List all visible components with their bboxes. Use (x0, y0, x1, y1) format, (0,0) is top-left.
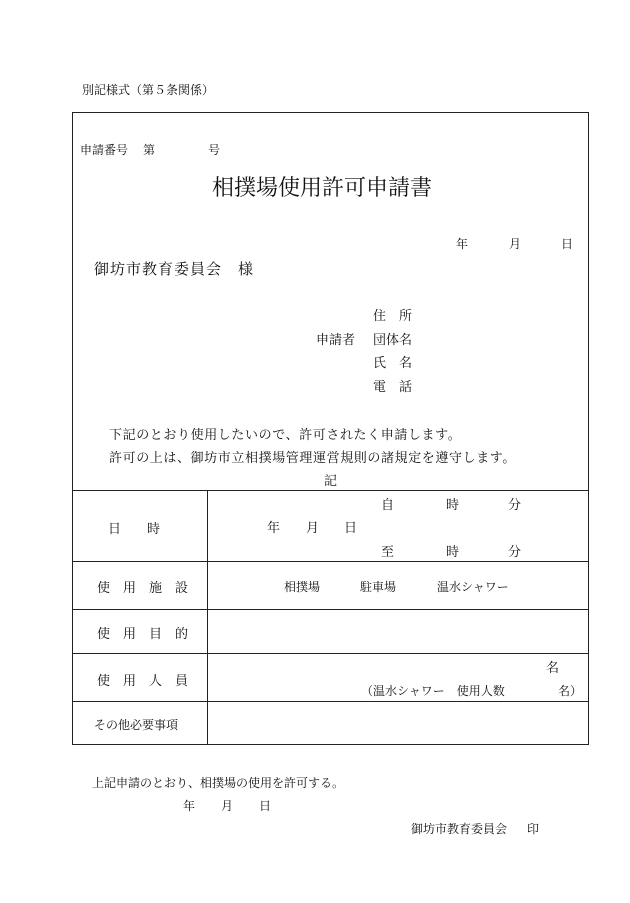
facility-option-sumo-ring: 相撲場 (284, 580, 321, 594)
datetime-year: 年 (267, 521, 281, 536)
people-unit: 名 (546, 661, 560, 676)
approval-day: 日 (259, 799, 272, 813)
applicant-organization-label: 団体名 (373, 333, 413, 348)
application-number-go: 号 (208, 143, 221, 157)
datetime-to: 至 (381, 545, 395, 560)
approval-text: 上記申請のとおり、相撲場の使用を許可する。 (92, 776, 345, 790)
facility-option-hot-shower: 温水シャワー (437, 580, 509, 594)
other-label: その他必要事項 (94, 718, 179, 732)
facility-option-parking: 駐車場 (360, 580, 397, 594)
applicant-phone-label: 電 話 (373, 380, 413, 395)
application-number-dai: 第 (143, 143, 156, 157)
addressee: 御坊市教育委員会 様 (94, 260, 255, 278)
table-top-rule (72, 490, 589, 491)
people-label: 使 用 人 員 (97, 674, 189, 689)
purpose-label: 使 用 目 的 (97, 627, 189, 642)
date-year: 年 (456, 237, 469, 251)
statement-line-2: 許可の上は、御坊市立相撲場管理運営規則の諸規定を遵守します。 (109, 451, 516, 466)
facility-label: 使 用 施 設 (97, 581, 189, 596)
table-rule-2 (72, 609, 589, 610)
form-reference: 別記様式（第５条関係） (82, 83, 215, 97)
shower-count-open: （温水シャワー 使用人数 (361, 684, 505, 698)
table-column-divider (207, 490, 208, 745)
statement-line-1: 下記のとおり使用したいので、許可されたく申請します。 (109, 428, 462, 443)
datetime-from-hour: 時 (446, 498, 460, 513)
page-title: 相撲場使用許可申請書 (212, 176, 433, 201)
datetime-from: 自 (381, 498, 395, 513)
datetime-label: 日 時 (108, 522, 161, 537)
ki-mark: 記 (324, 474, 338, 489)
datetime-from-minute: 分 (508, 498, 522, 513)
date-day: 日 (561, 237, 574, 251)
datetime-to-minute: 分 (508, 545, 522, 560)
date-month: 月 (509, 237, 522, 251)
applicant-name-label: 氏 名 (373, 356, 413, 371)
table-rule-4 (72, 701, 589, 702)
approval-year: 年 (183, 799, 196, 813)
table-rule-1 (72, 561, 589, 562)
datetime-month: 月 (306, 521, 320, 536)
approval-month: 月 (221, 799, 234, 813)
datetime-day: 日 (344, 521, 358, 536)
approval-issuer: 御坊市教育委員会 (411, 822, 508, 836)
applicant-label: 申請者 (316, 333, 356, 348)
application-number-label: 申請番号 (80, 143, 129, 157)
shower-count-close: 名） (558, 684, 583, 698)
table-rule-3 (72, 653, 589, 654)
datetime-to-hour: 時 (446, 545, 460, 560)
applicant-address-label: 住 所 (373, 309, 413, 324)
approval-seal: 印 (527, 822, 540, 836)
